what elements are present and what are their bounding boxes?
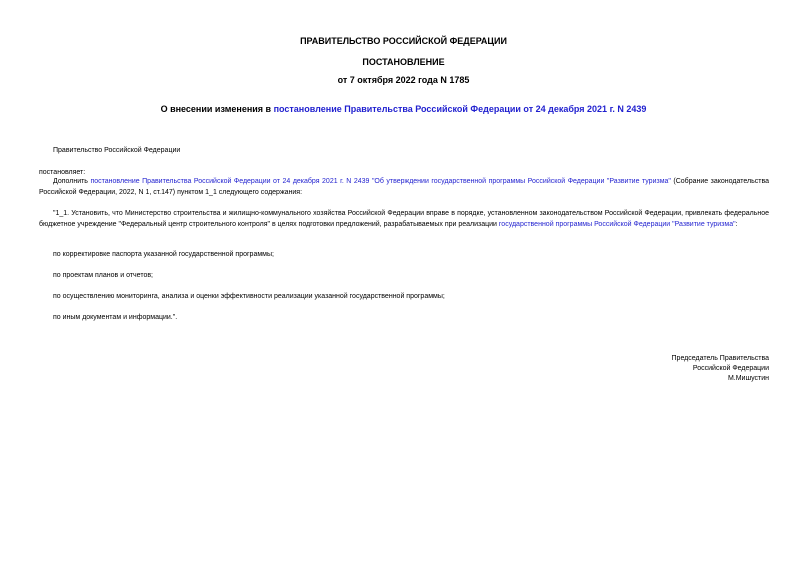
title-link[interactable]: постановление Правительства Российской Федерации от 24 декабря 2021 г. N 2439 xyxy=(273,104,647,114)
doc-type-heading: ПОСТАНОВЛЕНИЕ xyxy=(362,57,445,67)
list-item: по корректировке паспорта указанной государственной программы; xyxy=(53,251,274,258)
preamble-text: Правительство Российской Федерации xyxy=(53,147,181,154)
date-number-heading: от 7 октября 2022 года N 1785 xyxy=(337,75,470,85)
p1-link-program[interactable]: "Об утверждении государственной программы Российской Федерации "Развитие туризма" xyxy=(371,178,671,185)
p1-prefix: Дополнить xyxy=(53,178,91,185)
document-title xyxy=(0,104,807,114)
government-heading: ПРАВИТЕЛЬСТВО РОССИЙСКОЙ ФЕДЕРАЦИИ xyxy=(300,36,507,46)
p1-link-resolution[interactable]: постановление Правительства Российской Федерации от 24 декабря 2021 г. N 2439 xyxy=(90,178,370,185)
paragraph-2 xyxy=(39,208,769,230)
p2-link-program[interactable]: государственной программы Российской Федерации "Развитие туризма" xyxy=(498,221,736,228)
list-item: по проектам планов и отчетов; xyxy=(53,272,153,279)
title-prefix: О внесении изменения в xyxy=(160,104,274,114)
decides-text: постановляет: xyxy=(39,169,86,176)
list-item: по осуществлению мониторинга, анализа и оценки эффективности реализации указанной государственной программы; xyxy=(53,293,445,300)
signature-name: М.Мишустин xyxy=(727,375,769,382)
list-item: по иным документам и информации.". xyxy=(53,314,178,321)
p1-suffix: (Собрание законодательства Российской Федерации, 2022, N 1, ст.147) пунктом 1_1 следующего содержания: xyxy=(39,178,769,196)
signature-title: Председатель Правительства xyxy=(671,355,769,362)
paragraph-1 xyxy=(39,176,769,198)
p2-suffix: : xyxy=(735,221,738,228)
p2-text: "1_1. Установить, что Министерство строительства и жилищно-коммунального хозяйства Российской Федерации вправе в порядке, установленном законодательством Российской Федерации, привлекать федеральное бюджетное учреждение "Федеральный центр строительного контроля" в целях подготовки предложений, разрабатываемых при реализации xyxy=(39,210,769,228)
signature-org: Российской Федерации xyxy=(692,365,769,372)
